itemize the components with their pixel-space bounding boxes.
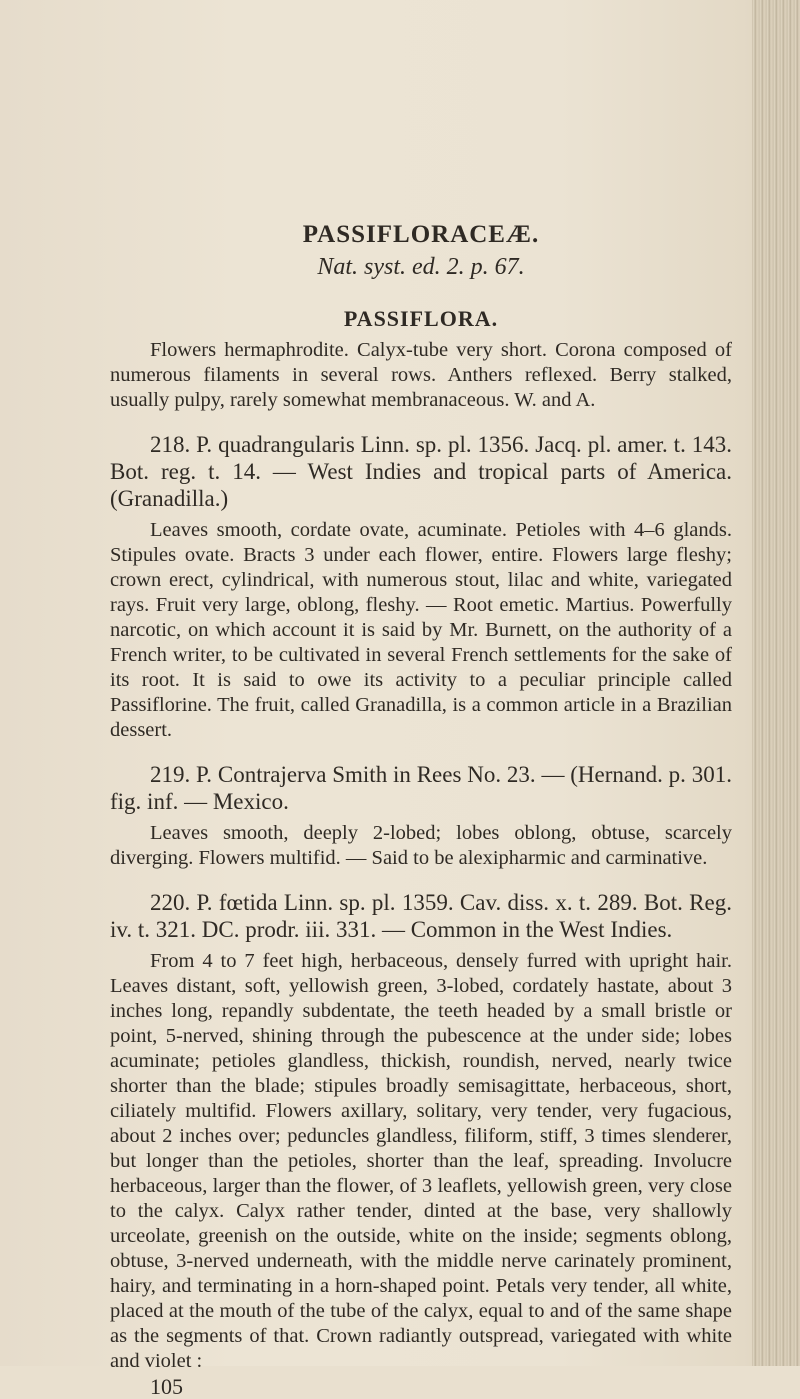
genus-description: Flowers hermaphrodite. Calyx-tube very short. Corona composed of numerous filaments in several rows. Anthers reflexed. Berry stalked, usually pulpy, rarely somewhat membranaceous. W. and A. <box>110 339 732 411</box>
family-reference: Nat. syst. ed. 2. p. 67. <box>317 254 525 280</box>
species-heading: 219. P. Contrajerva Smith in Rees No. 23. — (Hernand. p. 301. fig. inf. — Mexico. <box>110 762 732 814</box>
species-description: From 4 to 7 feet high, herbaceous, densely furred with upright hair. Leaves distant, soft, yellowish green, 3-lobed, cordately hastate, about 3 inches long, repandly subdentate, the teeth headed by a small bristle or point, 5-nerved, shining through the pubescence at the under side; lobes acuminate; petioles glandless, thickish, roundish, nerved, nearly twice shorter than the blade; stipules broadly semisagittate, herbaceous, short, ciliately multifid. Flowers axillary, solitary, very tender, very fugacious, about 2 inches over; peduncles glandless, filiform, stiff, 3 times slenderer, but longer than the petioles, shorter than the leaf, spreading. Involucre herbaceous, larger than the flower, of 3 leaflets, yellowish green, very close to the calyx. Calyx rather tender, dinted at the base, very shallowly urceolate, greenish on the outside, white on the inside; segments oblong, obtuse, 3-nerved underneath, with the middle nerve carinately prominent, hairy, and terminating in a horn-shaped point. Petals very tender, all white, placed at the mouth of the tube of the calyx, equal to and of the same shape as the segments of that. Crown radiantly outspread, variegated with white and violet : <box>110 950 732 1372</box>
genus-title: PASSIFLORA. <box>343 306 499 331</box>
page-number: 105 <box>150 1374 183 1399</box>
species-description: Leaves smooth, deeply 2-lobed; lobes oblong, obtuse, scarcely diverging. Flowers multifid. — Said to be alexipharmic and carminative. <box>110 822 732 869</box>
page-body <box>110 338 732 1399</box>
species-heading: 218. P. quadrangularis Linn. sp. pl. 1356. Jacq. pl. amer. t. 143. Bot. reg. t. 14. — West Indies and tropical parts of America. (Granadilla.) <box>110 432 732 511</box>
species-description: Leaves smooth, cordate ovate, acuminate. Petioles with 4–6 glands. Stipules ovate. Bracts 3 under each flower, entire. Flowers large fleshy; crown erect, cylindrical, with numerous stout, lilac and white, variegated rays. Fruit very large, oblong, fleshy. — Root emetic. Martius. Powerfully narcotic, on which account it is said by Mr. Burnett, on the authority of a French writer, to be cultivated in several French settlements for the sake of its root. It is said to owe its activity to a peculiar principle called Passiflorine. The fruit, called Granadilla, is a common article in a Brazilian dessert. <box>110 519 732 741</box>
family-title: PASSIFLORACEÆ. <box>302 221 540 248</box>
species-heading: 220. P. fœtida Linn. sp. pl. 1359. Cav. diss. x. t. 289. Bot. Reg. iv. t. 321. DC. prodr. iii. 331. — Common in the West Indies. <box>110 890 732 942</box>
page-edge <box>752 0 800 1366</box>
